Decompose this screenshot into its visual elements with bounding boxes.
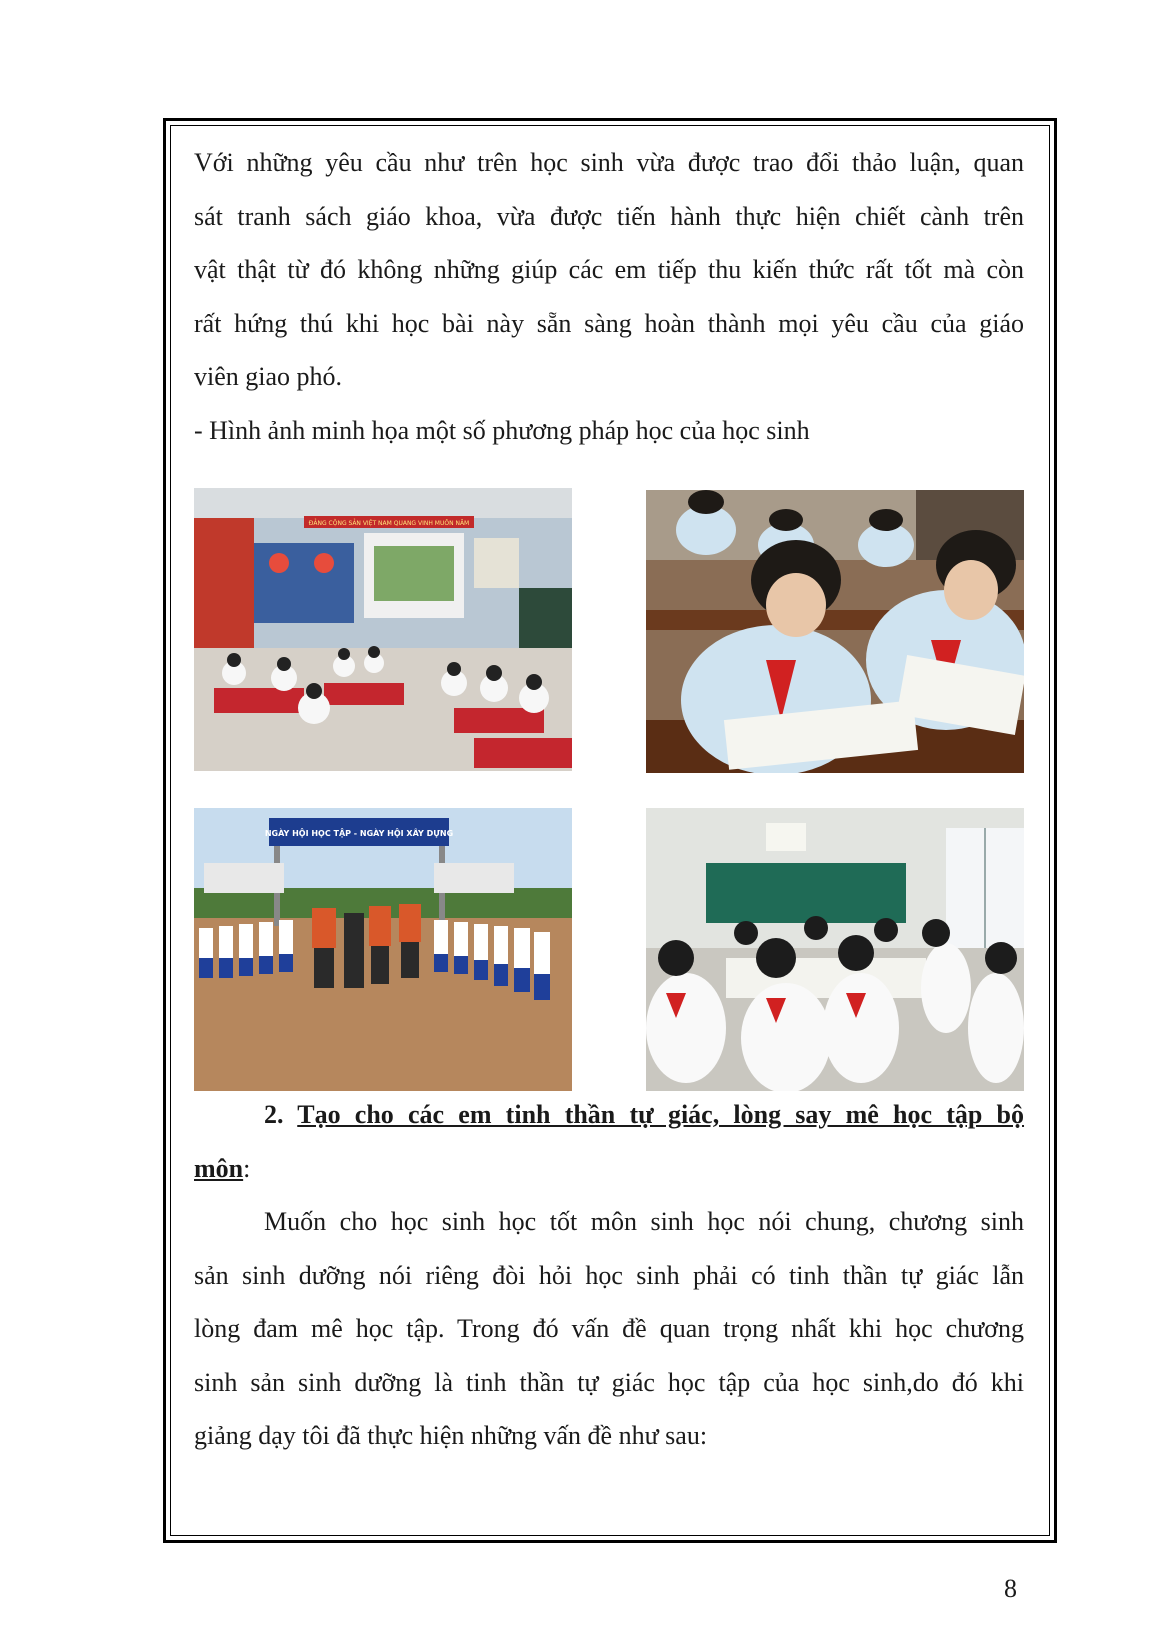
heading-line-2	[194, 1154, 250, 1183]
section-heading	[194, 1088, 1024, 1195]
paragraph-1	[194, 136, 1024, 457]
photo-students-writing	[646, 490, 1024, 773]
paragraph-1-text	[194, 136, 1024, 457]
section-heading-text	[194, 1088, 1024, 1195]
text-line: Với những yêu cầu như trên học sinh vừa được trao đổi thảo luận, quan	[194, 148, 1024, 177]
photo-classroom-projector	[194, 488, 572, 771]
text-line: lòng đam mê học tập. Trong đó vấn đề quan trọng nhất khi học chương	[194, 1314, 1024, 1343]
heading-line-1	[194, 1088, 1024, 1142]
caption-line: - Hình ảnh minh họa một số phương pháp học của học sinh	[194, 415, 810, 445]
banner-text: NGÀY HỘI HỌC TẬP - NGÀY HỘI XÂY DỰNG	[264, 829, 454, 838]
photo-classroom-group	[646, 808, 1024, 1091]
text-line: sinh sản sinh dưỡng là tinh thần tự giác học tập của học sinh,do đó khi	[194, 1367, 1024, 1397]
heading-suffix: :	[243, 1153, 251, 1183]
photo-outdoor-event	[194, 808, 572, 1091]
text-line: giảng dạy tôi đã thực hiện những vấn đề như sau:	[194, 1421, 708, 1450]
paragraph-2-text	[194, 1195, 1024, 1463]
section-title-part-1: Tạo cho các em tinh thần tự giác, lòng say mê học tập bộ	[297, 1100, 1025, 1129]
text-line: sát tranh sách giáo khoa, vừa được tiến hành thực hiện chiết cành trên	[194, 201, 1024, 231]
text-line: Muốn cho học sinh học tốt môn sinh học nói chung, chương sinh	[264, 1207, 1024, 1236]
section-title-part-2: môn	[194, 1153, 244, 1183]
photo-grid	[194, 488, 1024, 1093]
text-line: rất hứng thú khi học bài này sẵn sàng hoàn thành mọi yêu cầu của giáo	[194, 308, 1024, 338]
section-number: 2.	[264, 1100, 284, 1129]
text-line: sản sinh dưỡng nói riêng đòi hỏi học sinh phải có tinh thần tự giác lẫn	[194, 1260, 1024, 1290]
text-line: viên giao phó.	[194, 362, 343, 391]
page-number: 8	[1004, 1574, 1017, 1603]
paragraph-2	[194, 1195, 1024, 1463]
text-line: vật thật từ đó không những giúp các em tiếp thu kiến thức rất tốt mà còn	[194, 255, 1024, 284]
banner-text: ĐẢNG CỘNG SẢN VIỆT NAM QUANG VINH MUÔN NĂM	[308, 520, 470, 527]
